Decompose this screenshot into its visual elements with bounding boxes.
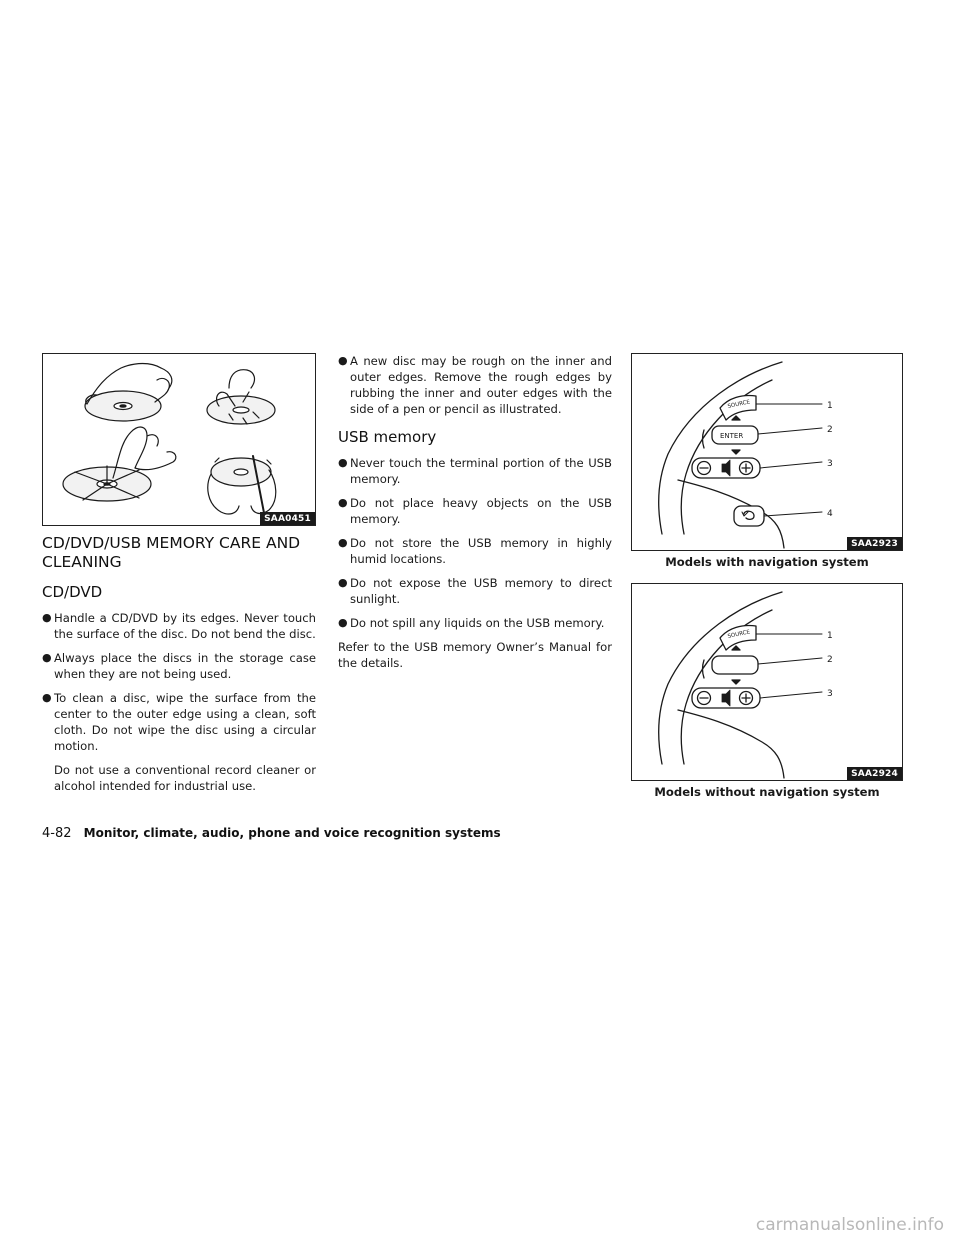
- steering-switch-with-nav-figure: [631, 353, 903, 551]
- list-item-text: A new disc may be rough on the inner and outer edges. Remove the rough edges by rubbing the inner and outer edges with the side of a pen or pencil as illustrated.: [350, 354, 612, 416]
- page-number: 4-82: [42, 826, 72, 841]
- callout-number: 2: [827, 425, 833, 435]
- enter-button-label: ENTER: [720, 432, 744, 440]
- list-item: [338, 455, 612, 487]
- list-item-text: Do not expose the USB memory to direct sunlight.: [350, 576, 612, 606]
- column-middle: [338, 353, 612, 671]
- column-right: [631, 353, 903, 813]
- list-item: [338, 535, 612, 567]
- bullet-glyph: ●: [338, 576, 348, 589]
- bullet-glyph: ●: [42, 611, 52, 624]
- section-title: CD/DVD/USB MEMORY CARE AND CLEANING: [42, 534, 301, 571]
- bullet-glyph: ●: [338, 456, 348, 469]
- figure-code: SAA2924: [847, 767, 902, 780]
- callout-number: 1: [827, 631, 833, 641]
- watermark: carmanualsonline.info: [755, 1215, 944, 1235]
- list-item-text: Do not spill any liquids on the USB memory.: [350, 616, 605, 630]
- bullet-glyph: ●: [338, 616, 348, 629]
- list-item: [338, 615, 612, 631]
- steering-wheel-switch-illustration: [632, 354, 902, 550]
- bullet-glyph: ●: [338, 536, 348, 549]
- steering-switch-without-nav-figure: [631, 583, 903, 781]
- disc-care-figure: [42, 353, 316, 526]
- callout-number: 4: [827, 509, 833, 519]
- source-button-label: SOURCE: [727, 629, 751, 640]
- column-left: [42, 353, 316, 802]
- figure-code: SAA2923: [847, 537, 902, 550]
- source-button-label: SOURCE: [727, 399, 751, 410]
- list-item: [338, 575, 612, 607]
- usb-note: Refer to the USB memory Owner’s Manual for the details.: [338, 640, 612, 670]
- bullet-glyph: ●: [338, 496, 348, 509]
- usb-heading: USB memory: [338, 428, 437, 446]
- figure-caption: Models with navigation system: [665, 555, 869, 569]
- cd-dvd-heading: CD/DVD: [42, 583, 103, 601]
- callout-number: 3: [827, 689, 833, 699]
- cd-dvd-bullet-list-continued: [338, 353, 612, 417]
- list-item: [42, 690, 316, 794]
- disc-handling-illustration: [43, 354, 315, 525]
- cd-dvd-bullet-list: [42, 610, 316, 794]
- bullet-glyph: ●: [338, 354, 348, 367]
- callout-number: 1: [827, 401, 833, 411]
- list-item-text: Never touch the terminal portion of the USB memory.: [350, 456, 612, 486]
- list-item-text: To clean a disc, wipe the surface from the center to the outer edge using a clean, soft cloth. Do not wipe the disc using a circular motion.: [54, 691, 316, 753]
- list-item: [42, 610, 316, 642]
- list-item-text: Do not place heavy objects on the USB memory.: [350, 496, 612, 526]
- list-item: [42, 650, 316, 682]
- callout-number: 3: [827, 459, 833, 469]
- list-item-text: Always place the discs in the storage case when they are not being used.: [54, 651, 316, 681]
- bullet-glyph: ●: [42, 691, 52, 704]
- bullet-glyph: ●: [42, 651, 52, 664]
- chapter-title: Monitor, climate, audio, phone and voice recognition systems: [83, 826, 501, 840]
- list-item-text: Handle a CD/DVD by its edges. Never touch the surface of the disc. Do not bend the disc.: [54, 611, 316, 641]
- list-item-text: Do not store the USB memory in highly humid locations.: [350, 536, 612, 566]
- page-footer: [42, 826, 501, 841]
- list-item-note: Do not use a conventional record cleaner or alcohol intended for industrial use.: [54, 763, 316, 793]
- steering-wheel-switch-illustration: [632, 584, 902, 780]
- figure-code: SAA0451: [260, 512, 315, 525]
- figure-caption: Models without navigation system: [654, 785, 880, 799]
- list-item: [338, 353, 612, 417]
- usb-bullet-list: [338, 455, 612, 631]
- list-item: [338, 495, 612, 527]
- callout-number: 2: [827, 655, 833, 665]
